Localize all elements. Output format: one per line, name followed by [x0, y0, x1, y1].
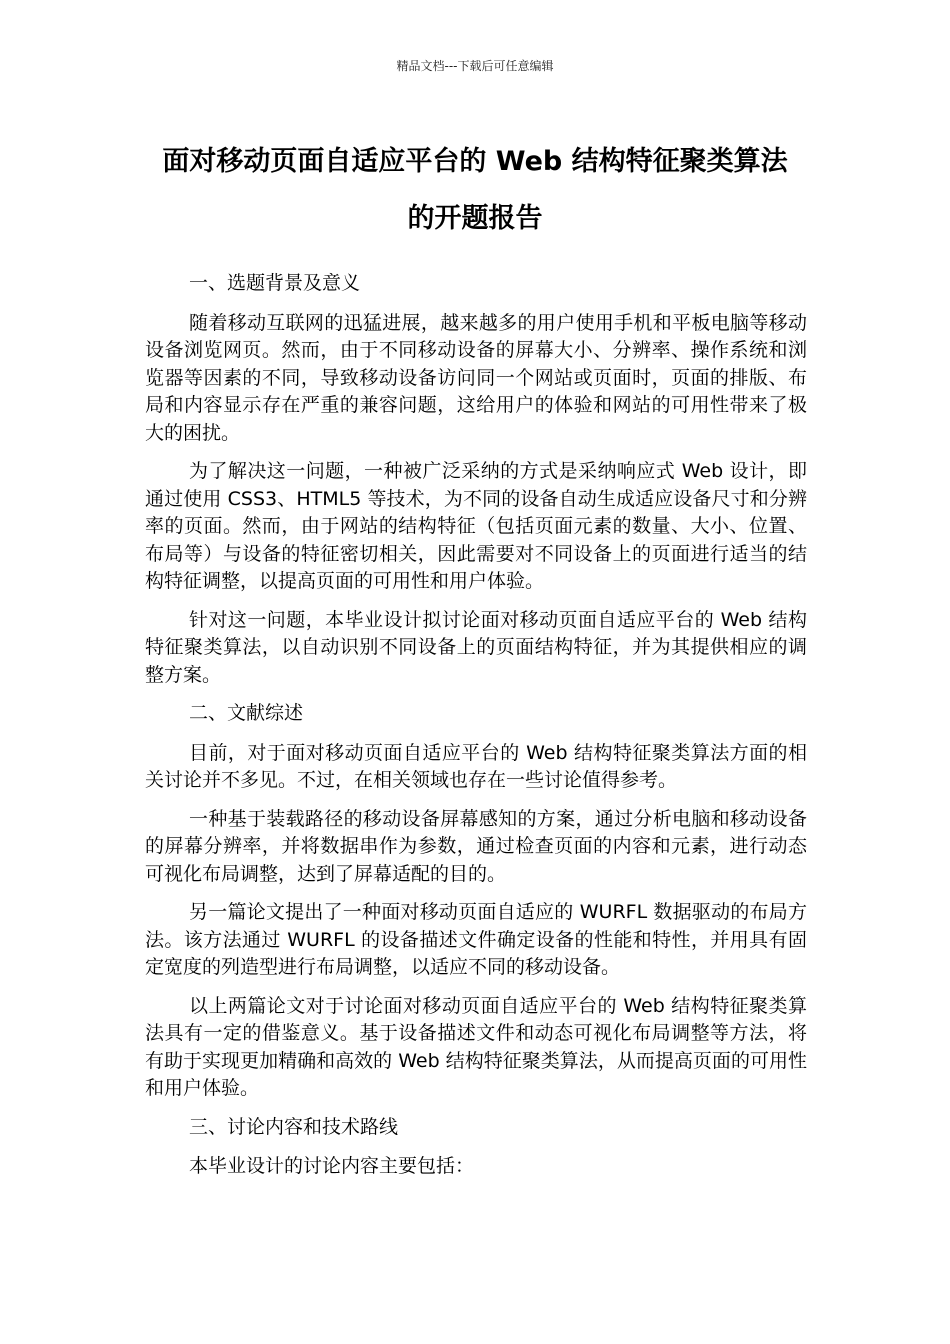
document-title: [120, 133, 830, 247]
paragraph: 针对这一问题，本毕业设计拟讨论面对移动页面自适应平台的 Web 结构特征聚类算法，以自动识别不同设备上的页面结构特征，并为其提供相应的调整方案。: [145, 608, 807, 686]
paragraph: 另一篇论文提出了一种面对移动页面自适应的 WURFL 数据驱动的布局方法。该方法通过 WURFL 的设备描述文件确定设备的性能和特性，并用具有固定宽度的列造型进行布局调整，以适应不同的移动设备。: [145, 901, 807, 978]
title-line-1: 面对移动页面自适应平台的 Web 结构特征聚类算法: [162, 146, 788, 177]
paragraph: 本毕业设计的讨论内容主要包括：: [189, 1155, 475, 1177]
paragraph: 目前，对于面对移动页面自适应平台的 Web 结构特征聚类算法方面的相关讨论并不多见。不过，在相关领域也存在一些讨论值得参考。: [145, 741, 807, 791]
section-heading-literature-review: 二、文献综述: [189, 702, 304, 724]
paragraph: 一种基于装载路径的移动设备屏幕感知的方案，通过分析电脑和移动设备的屏幕分辨率，并将数据串作为参数，通过检查页面的内容和元素，进行动态可视化布局调整，达到了屏幕适配的目的。: [145, 807, 807, 885]
section-heading-background: 一、选题背景及意义: [189, 272, 361, 294]
paragraph: 以上两篇论文对于讨论面对移动页面自适应平台的 Web 结构特征聚类算法具有一定的借鉴意义。基于设备描述文件和动态可视化布局调整等方法，将有助于实现更加精确和高效的 Web 结构特征聚类算法，从而提高页面的可用性和用户体验。: [145, 994, 807, 1099]
paragraph: 随着移动互联网的迅猛进展，越来越多的用户使用手机和平板电脑等移动设备浏览网页。然而，由于不同移动设备的屏幕大小、分辨率、操作系统和浏览器等因素的不同，导致移动设备访问同一个网站或页面时，页面的排版、布局和内容显示存在严重的兼容问题，这给用户的体验和网站的可用性带来了极大的困扰。: [145, 311, 807, 444]
title-line-2: 的开题报告: [407, 203, 543, 234]
paragraph: 为了解决这一问题，一种被广泛采纳的方式是采纳响应式 Web 设计，即通过使用 CSS3、HTML5 等技术，为不同的设备自动生成适应设备尺寸和分辨率的页面。然而，由于网站的结构特征（包括页面元素的数量、大小、位置、布局等）与设备的特征密切相关，因此需要对不同设备上的页面进行适当的结构特征调整，以提高页面的可用性和用户体验。: [145, 460, 807, 592]
section-heading-research-content: 三、讨论内容和技术路线: [189, 1115, 399, 1138]
header-note: 精品文档---下载后可任意编辑: [396, 59, 554, 73]
document-body: [145, 270, 807, 1192]
